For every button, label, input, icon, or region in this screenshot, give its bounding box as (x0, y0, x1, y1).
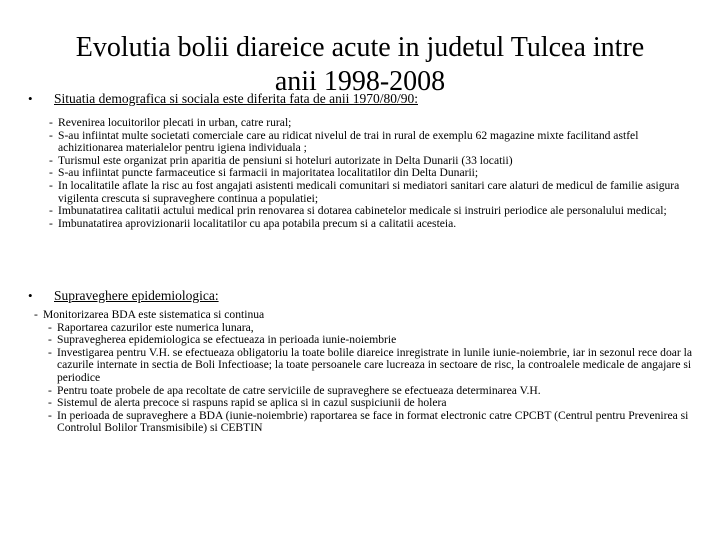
list-item-text: Investigarea pentru V.H. se efectueaza obligatoriu la toate bolile diareice inregistrate in lunile iunie-noiembrie, iar in sezonul rece doar la cazurile internate in sectia de Boli Infectioase; la toate persoanele care lucreaza in sectoare de risc, la controalele medicale de angajare si periodice (57, 345, 693, 384)
list-item-text: Imbunatatirea calitatii actului medical prin renovarea si dotarea cabinetelor medicale si instruiri periodice ale personalului medical; (58, 204, 667, 218)
list-item (49, 130, 701, 155)
dash-marker: - (48, 320, 52, 334)
slide-title-line-2: anii 1998-2008 (274, 65, 446, 97)
section-heading: Supraveghere epidemiologica: (54, 288, 219, 303)
dash-marker: - (49, 216, 53, 230)
dash-marker: - (48, 396, 52, 410)
dash-marker: - (49, 153, 53, 167)
slide-title (30, 31, 690, 99)
list-item-text: S-au infiintat multe societati comerciale care au ridicat nivelul de trai in rural de exemplu 62 magazine mixte facilitand astfel achizitionarea materialelor pentru igiena individuala ; (58, 128, 639, 155)
bullet-icon: • (28, 91, 33, 106)
list-item-text: Imbunatatirea aprovizionarii localitatilor cu apa potabila precum si a calitatii acesteia. (58, 216, 457, 230)
list-item-text: In perioada de supraveghere a BDA (iunie-noiembrie) raportarea se face in format electronic catre CPCBT (Centrul pentru Prevenirea si Controlul Bolilor Transmisibile) si CEBTIN (57, 408, 689, 435)
dash-marker: - (49, 128, 53, 142)
dash-marker: - (49, 178, 53, 192)
list-item (48, 410, 701, 435)
list-item-text: Revenirea locuitorilor plecati in urban, catre rural; (58, 116, 292, 129)
bullet-icon: • (28, 288, 33, 303)
dash-marker: - (49, 204, 53, 218)
dash-marker: - (48, 345, 52, 359)
section-surveillance (28, 288, 698, 435)
list-item-text: Sistemul de alerta precoce si raspuns rapid se aplica si in cazul suspiciunii de holera (57, 396, 447, 410)
list-item (48, 347, 701, 385)
list-item-text: Monitorizarea BDA este sistematica si continua (43, 308, 265, 321)
list-item-text: Pentru toate probele de apa recoltate de catre serviciile de supraveghere se efectueaza determinarea V.H. (57, 383, 541, 397)
dash-marker: - (48, 333, 52, 347)
list-item-text: Raportarea cazurilor este numerica lunara, (57, 320, 254, 334)
list-item-text: S-au infiintat puncte farmaceutice si farmacii in majoritatea localitatilor din Delta Dunarii; (58, 166, 479, 180)
demographic-list (49, 117, 701, 230)
list-item-text: In localitatile aflate la risc au fost angajati asistenti medicali comunitari si mediatori sanitari care alaturi de medicul de familie asigura vigilenta crescuta si supraveghere continua a populatiei; (58, 178, 680, 205)
section-heading-row (28, 288, 698, 306)
list-item-text: Supravegherea epidemiologica se efectueaza in perioada iunie-noiembrie (57, 333, 397, 347)
dash-marker: - (48, 383, 52, 397)
dash-marker: - (49, 166, 53, 180)
list-item (49, 180, 701, 205)
section-heading-row (28, 91, 698, 109)
dash-marker: - (34, 308, 38, 321)
surveillance-list (34, 308, 701, 435)
dash-marker: - (49, 116, 53, 129)
section-heading: Situatia demografica si sociala este diferita fata de anii 1970/80/90: (54, 91, 418, 106)
slide-title-line-1: Evolutia bolii diareice acute in judetul Tulcea intre (75, 31, 645, 63)
section-demographic (28, 91, 698, 230)
dash-marker: - (48, 408, 52, 422)
list-item-text: Turismul este organizat prin aparitia de pensiuni si hoteluri autorizate in Delta Dunarii (33 locatii) (58, 153, 513, 167)
list-item (49, 218, 701, 231)
